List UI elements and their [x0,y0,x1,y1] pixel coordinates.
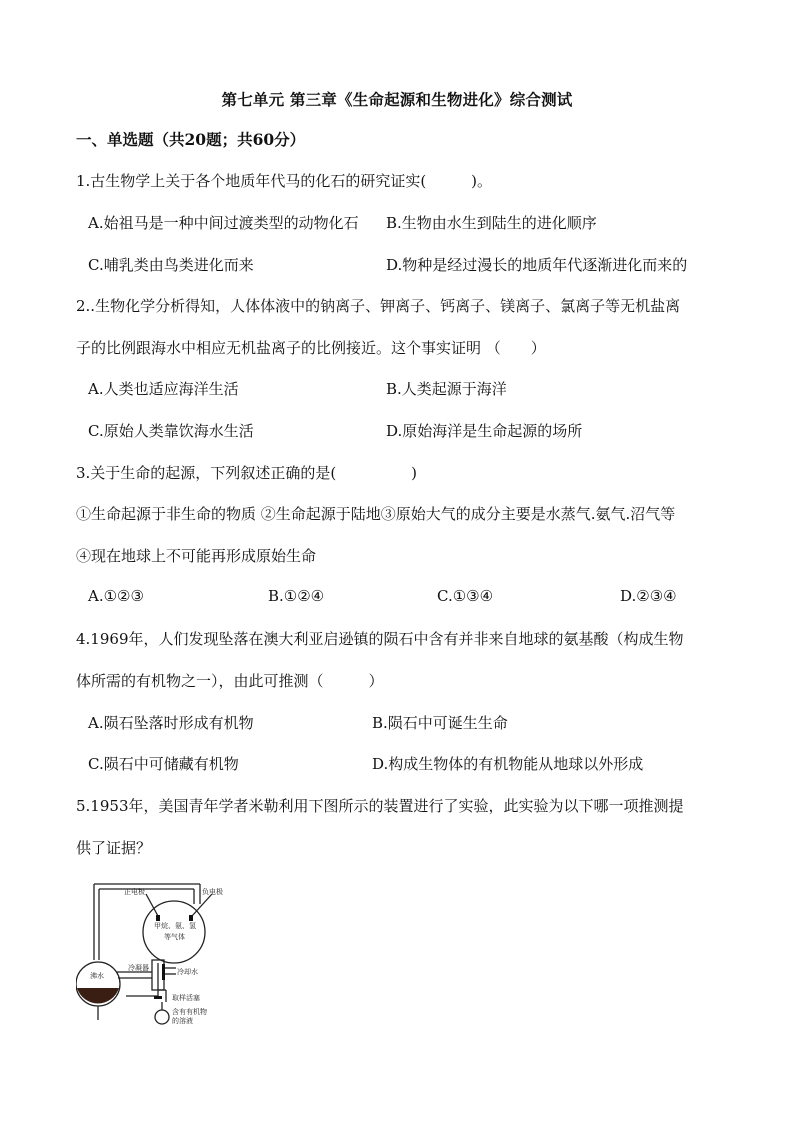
miller-experiment-figure [76,872,256,1032]
boiling-water-label: 沸水 [90,972,104,980]
question-4-stem-line-1: 4.1969年，人们发现坠落在澳大利亚启逊镇的陨石中含有并非来自地球的氨基酸（构成生物 [76,630,684,648]
question-2-option-a: A.人类也适应海洋生活 [88,380,239,398]
question-5-stem-line-1: 5.1953年，美国青年学者米勒利用下图所示的装置进行了实验，此实验为以下哪一项推测提 [76,797,684,815]
gas-label-line-2: 等气体 [164,933,185,941]
question-3-stem-line-3: ④现在地球上不可能再形成原始生命 [76,547,317,565]
question-2-option-c: C.原始人类靠饮海水生活 [88,422,254,440]
condenser-label: 冷凝器 [128,964,149,972]
page-title: 第七单元 第三章《生命起源和生物进化》综合测试 [221,90,573,109]
question-4-stem-line-2: 体所需的有机物之一），由此可推测（ ） [76,672,384,690]
organic-solution-label-line-1: 含有有机物 [172,1008,207,1016]
gas-label-line-1: 甲烷、氨、氢 [154,922,196,930]
question-2-stem-line-1: 2..生物化学分析得知，人体体液中的钠离子、钾离子、钙离子、镁离子、氯离子等无机盐离 [76,297,681,315]
question-4-option-d: D.构成生物体的有机物能从地球以外形成 [372,755,644,773]
question-1-option-a: A.始祖马是一种中间过渡类型的动物化石 [88,214,359,232]
section-heading: 一、单选题（共20题；共60分） [76,130,306,149]
question-3-option-d: D.②③④ [620,587,677,605]
positive-electrode-label: 正电极 [124,888,145,896]
sample-stopcock-label: 取样活塞 [172,994,200,1002]
question-3-stem-line-1: 3.关于生命的起源，下列叙述正确的是( ) [76,464,418,482]
question-3-option-a: A.①②③ [88,587,144,605]
question-2-option-d: D.原始海洋是生命起源的场所 [386,422,583,440]
negative-electrode-label: 负电极 [202,888,223,896]
question-4-option-b: B.陨石中可诞生生命 [372,714,508,732]
question-2-stem-line-2: 子的比例跟海水中相应无机盐离子的比例接近。这个事实证明 （ ） [76,339,546,357]
question-3-stem-line-2: ①生命起源于非生命的物质 ②生命起源于陆地③原始大气的成分主要是水蒸气.氨气.沼气等 [76,505,676,523]
question-1-option-b: B.生物由水生到陆生的进化顺序 [386,214,597,232]
question-3-option-b: B.①②④ [268,587,325,605]
question-4-option-a: A.陨石坠落时形成有机物 [88,714,254,732]
question-5-stem-line-2: 供了证据？ [76,839,152,857]
question-3-option-c: C.①③④ [437,587,494,605]
question-4-option-c: C.陨石中可储藏有机物 [88,755,239,773]
organic-solution-label-line-2: 的溶液 [172,1017,193,1025]
question-2-option-b: B.人类起源于海洋 [386,380,507,398]
question-1-option-c: C.哺乳类由鸟类进化而来 [88,256,254,274]
cooling-water-label: 冷却水 [177,968,198,976]
question-1-stem: 1.古生物学上关于各个地质年代马的化石的研究证实( )。 [76,172,493,190]
question-1-option-d: D.物种是经过漫长的地质年代逐渐进化而来的 [386,256,688,274]
